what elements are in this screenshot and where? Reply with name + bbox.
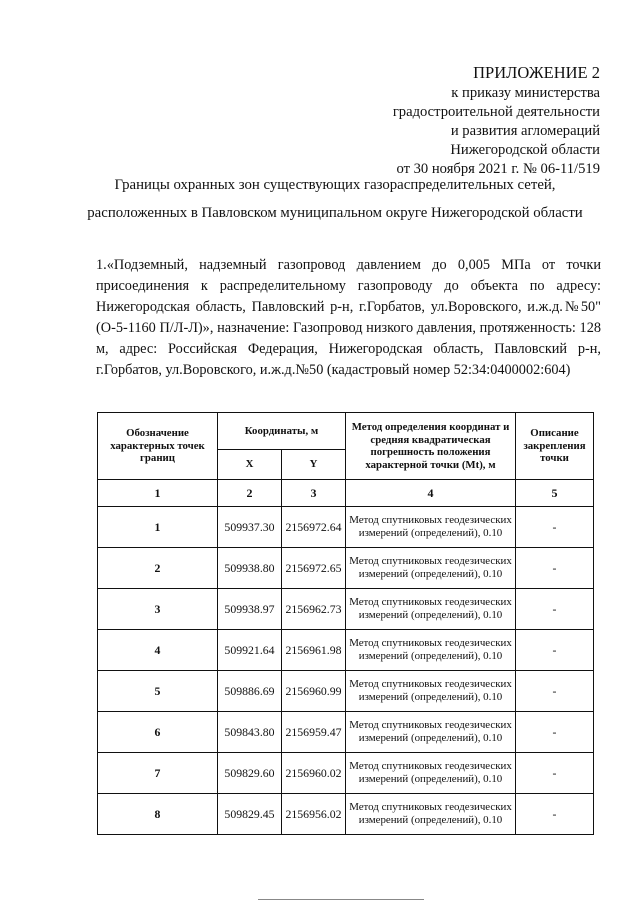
table-row (98, 712, 594, 753)
x-coordinate: 509886.69 (218, 671, 282, 712)
y-coordinate: 2156956.02 (282, 794, 346, 835)
point-id: 1 (98, 507, 218, 548)
object-description: 1.«Подземный, надземный газопровод давлением до 0,005 МПа от точки присоединения к распределительному газопроводу до объекта по адресу: Нижегородская область, Павловский р-н, г.Горбатов, ул.Воровского, и.ж.д.№50" (О-5-1160 П/Л-Л)», назначение: Газопровод низкого давления, протяженность: 128 м, адрес: Российская Федерация, Нижегородская область, Павловский р-н, г.Горбатов, ул.Воровского, и.ж.д.№50 (кадастровый номер 52:34:0400002:604) (96, 257, 601, 378)
header-line: от 30 ноября 2021 г. № 06-11/519 (396, 161, 600, 177)
method-cell: Метод спутниковых геодезических измерений (определений), 0.10 (346, 794, 516, 835)
table-row (98, 753, 594, 794)
y-coordinate: 2156960.99 (282, 671, 346, 712)
x-coordinate: 509938.97 (218, 589, 282, 630)
coordinates-table (97, 412, 594, 835)
x-coordinate: 509843.80 (218, 712, 282, 753)
y-coordinate: 2156962.73 (282, 589, 346, 630)
header-description: Описание закрепления точки (516, 413, 594, 480)
description-cell: - (516, 671, 594, 712)
table-row (98, 589, 594, 630)
header-line: и развития агломераций (450, 123, 600, 139)
x-coordinate: 509829.60 (218, 753, 282, 794)
column-number: 3 (282, 480, 346, 507)
table-row (98, 630, 594, 671)
header-line: к приказу министерства (451, 85, 600, 101)
column-number: 1 (98, 480, 218, 507)
column-number: 5 (516, 480, 594, 507)
column-number: 4 (346, 480, 516, 507)
y-coordinate: 2156972.64 (282, 507, 346, 548)
method-cell: Метод спутниковых геодезических измерений (определений), 0.10 (346, 671, 516, 712)
y-coordinate: 2156960.02 (282, 753, 346, 794)
point-id: 8 (98, 794, 218, 835)
point-id: 2 (98, 548, 218, 589)
document-title-line-2: расположенных в Павловском муниципальном округе Нижегородской области (87, 205, 583, 221)
method-cell: Метод спутниковых геодезических измерений (определений), 0.10 (346, 630, 516, 671)
y-coordinate: 2156972.65 (282, 548, 346, 589)
point-id: 4 (98, 630, 218, 671)
footer-divider (258, 899, 424, 900)
method-cell: Метод спутниковых геодезических измерений (определений), 0.10 (346, 507, 516, 548)
description-cell: - (516, 753, 594, 794)
x-coordinate: 509829.45 (218, 794, 282, 835)
header-x: X (218, 450, 282, 480)
method-cell: Метод спутниковых геодезических измерений (определений), 0.10 (346, 712, 516, 753)
method-cell: Метод спутниковых геодезических измерений (определений), 0.10 (346, 753, 516, 794)
point-id: 5 (98, 671, 218, 712)
description-cell: - (516, 794, 594, 835)
description-cell: - (516, 548, 594, 589)
x-coordinate: 509921.64 (218, 630, 282, 671)
table-row (98, 548, 594, 589)
table-row (98, 794, 594, 835)
document-title-line-1: Границы охранных зон существующих газораспределительных сетей, (114, 177, 556, 193)
header-method: Метод определения координат и средняя квадратическая погрешность положения характерной точки (Mt), м (346, 413, 516, 480)
column-number: 2 (218, 480, 282, 507)
header-point: Обозначение характерных точек границ (98, 413, 218, 480)
point-id: 3 (98, 589, 218, 630)
header-line: Нижегородской области (450, 142, 600, 158)
method-cell: Метод спутниковых геодезических измерений (определений), 0.10 (346, 589, 516, 630)
document-header (393, 62, 600, 179)
header-y: Y (282, 450, 346, 480)
y-coordinate: 2156961.98 (282, 630, 346, 671)
x-coordinate: 509938.80 (218, 548, 282, 589)
table-row (98, 671, 594, 712)
description-cell: - (516, 630, 594, 671)
table-row (98, 507, 594, 548)
y-coordinate: 2156959.47 (282, 712, 346, 753)
description-cell: - (516, 507, 594, 548)
method-cell: Метод спутниковых геодезических измерений (определений), 0.10 (346, 548, 516, 589)
x-coordinate: 509937.30 (218, 507, 282, 548)
description-cell: - (516, 712, 594, 753)
header-coordinates: Координаты, м (218, 413, 346, 450)
description-cell: - (516, 589, 594, 630)
header-line: градостроительной деятельности (392, 104, 600, 120)
point-id: 6 (98, 712, 218, 753)
appendix-title: ПРИЛОЖЕНИЕ 2 (473, 63, 600, 82)
point-id: 7 (98, 753, 218, 794)
column-number-row (98, 480, 594, 507)
